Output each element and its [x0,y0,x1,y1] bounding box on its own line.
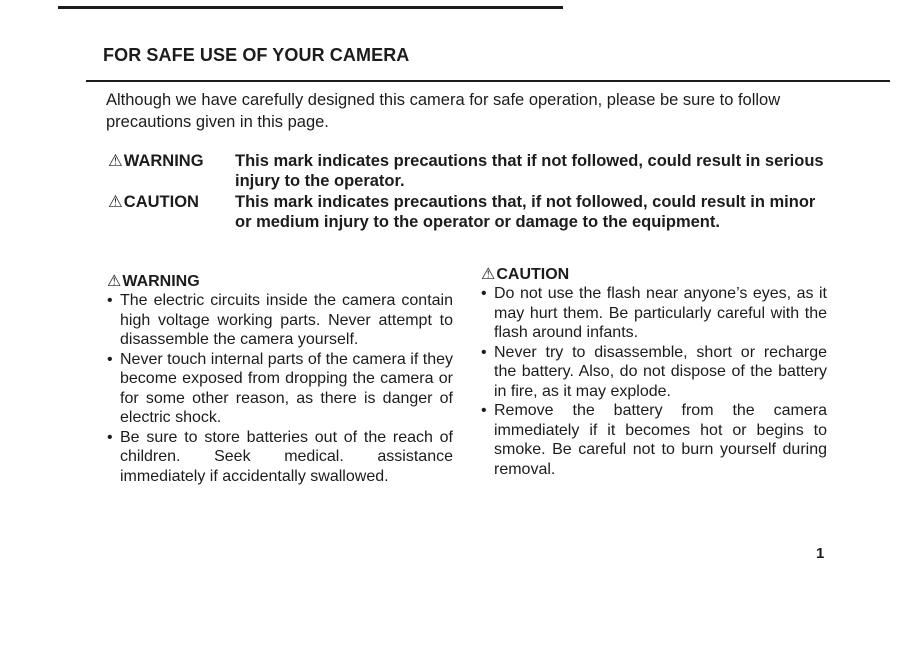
legend-term-label: CAUTION [123,193,199,211]
warning-section [107,272,453,486]
warning-triangle-icon: ⚠ [108,193,123,211]
caution-heading-label: CAUTION [496,266,570,283]
page-title: FOR SAFE USE OF YOUR CAMERA [103,45,410,65]
intro-paragraph: Although we have carefully designed this camera for safe operation, please be sure to follow precautions given in this page. [106,91,781,131]
list-item: • Remove the battery from the camera immediately if it becomes hot or begins to smoke. Be careful not to burn yourself during removal. [481,401,827,479]
legend-term-warning [108,151,235,172]
legend-description-caution: This mark indicates precautions that, if not followed, could result in minor or medium injury to the operator or damage to the equipment. [235,193,816,231]
warning-triangle-icon: ⚠ [108,152,123,170]
caution-section [481,265,827,479]
warning-section-heading [107,272,453,291]
top-rule [58,6,563,9]
page-number: 1 [816,545,825,562]
list-item: • Be sure to store batteries out of the reach of children. Seek medical. assistance immediately if accidentally swallowed. [107,428,453,487]
warning-list [107,291,453,486]
caution-list [481,284,827,479]
list-item: • The electric circuits inside the camera contain high voltage working parts. Never attempt to disassemble the camera yourself. [107,291,453,350]
legend-term-label: WARNING [123,152,204,170]
legend-row-caution [108,192,828,232]
list-item: • Never try to disassemble, short or recharge the battery. Also, do not dispose of the battery in fire, as it may explode. [481,343,827,402]
list-item: • Do not use the flash near anyone’s eyes, as it may hurt them. Be particularly careful with the flash around infants. [481,284,827,343]
warning-heading-label: WARNING [122,273,200,290]
list-item: • Never touch internal parts of the camera if they become exposed from dropping the camera or for some other reason, as there is danger of electric shock. [107,350,453,428]
symbol-legend [108,151,828,232]
legend-row-warning [108,151,828,191]
legend-description-warning: This mark indicates precautions that if not followed, could result in serious injury to the operator. [235,152,824,190]
warning-triangle-icon: ⚠ [107,273,122,290]
caution-section-heading [481,265,827,284]
warning-triangle-icon: ⚠ [481,266,496,283]
title-rule [86,80,890,82]
legend-term-caution [108,192,235,213]
